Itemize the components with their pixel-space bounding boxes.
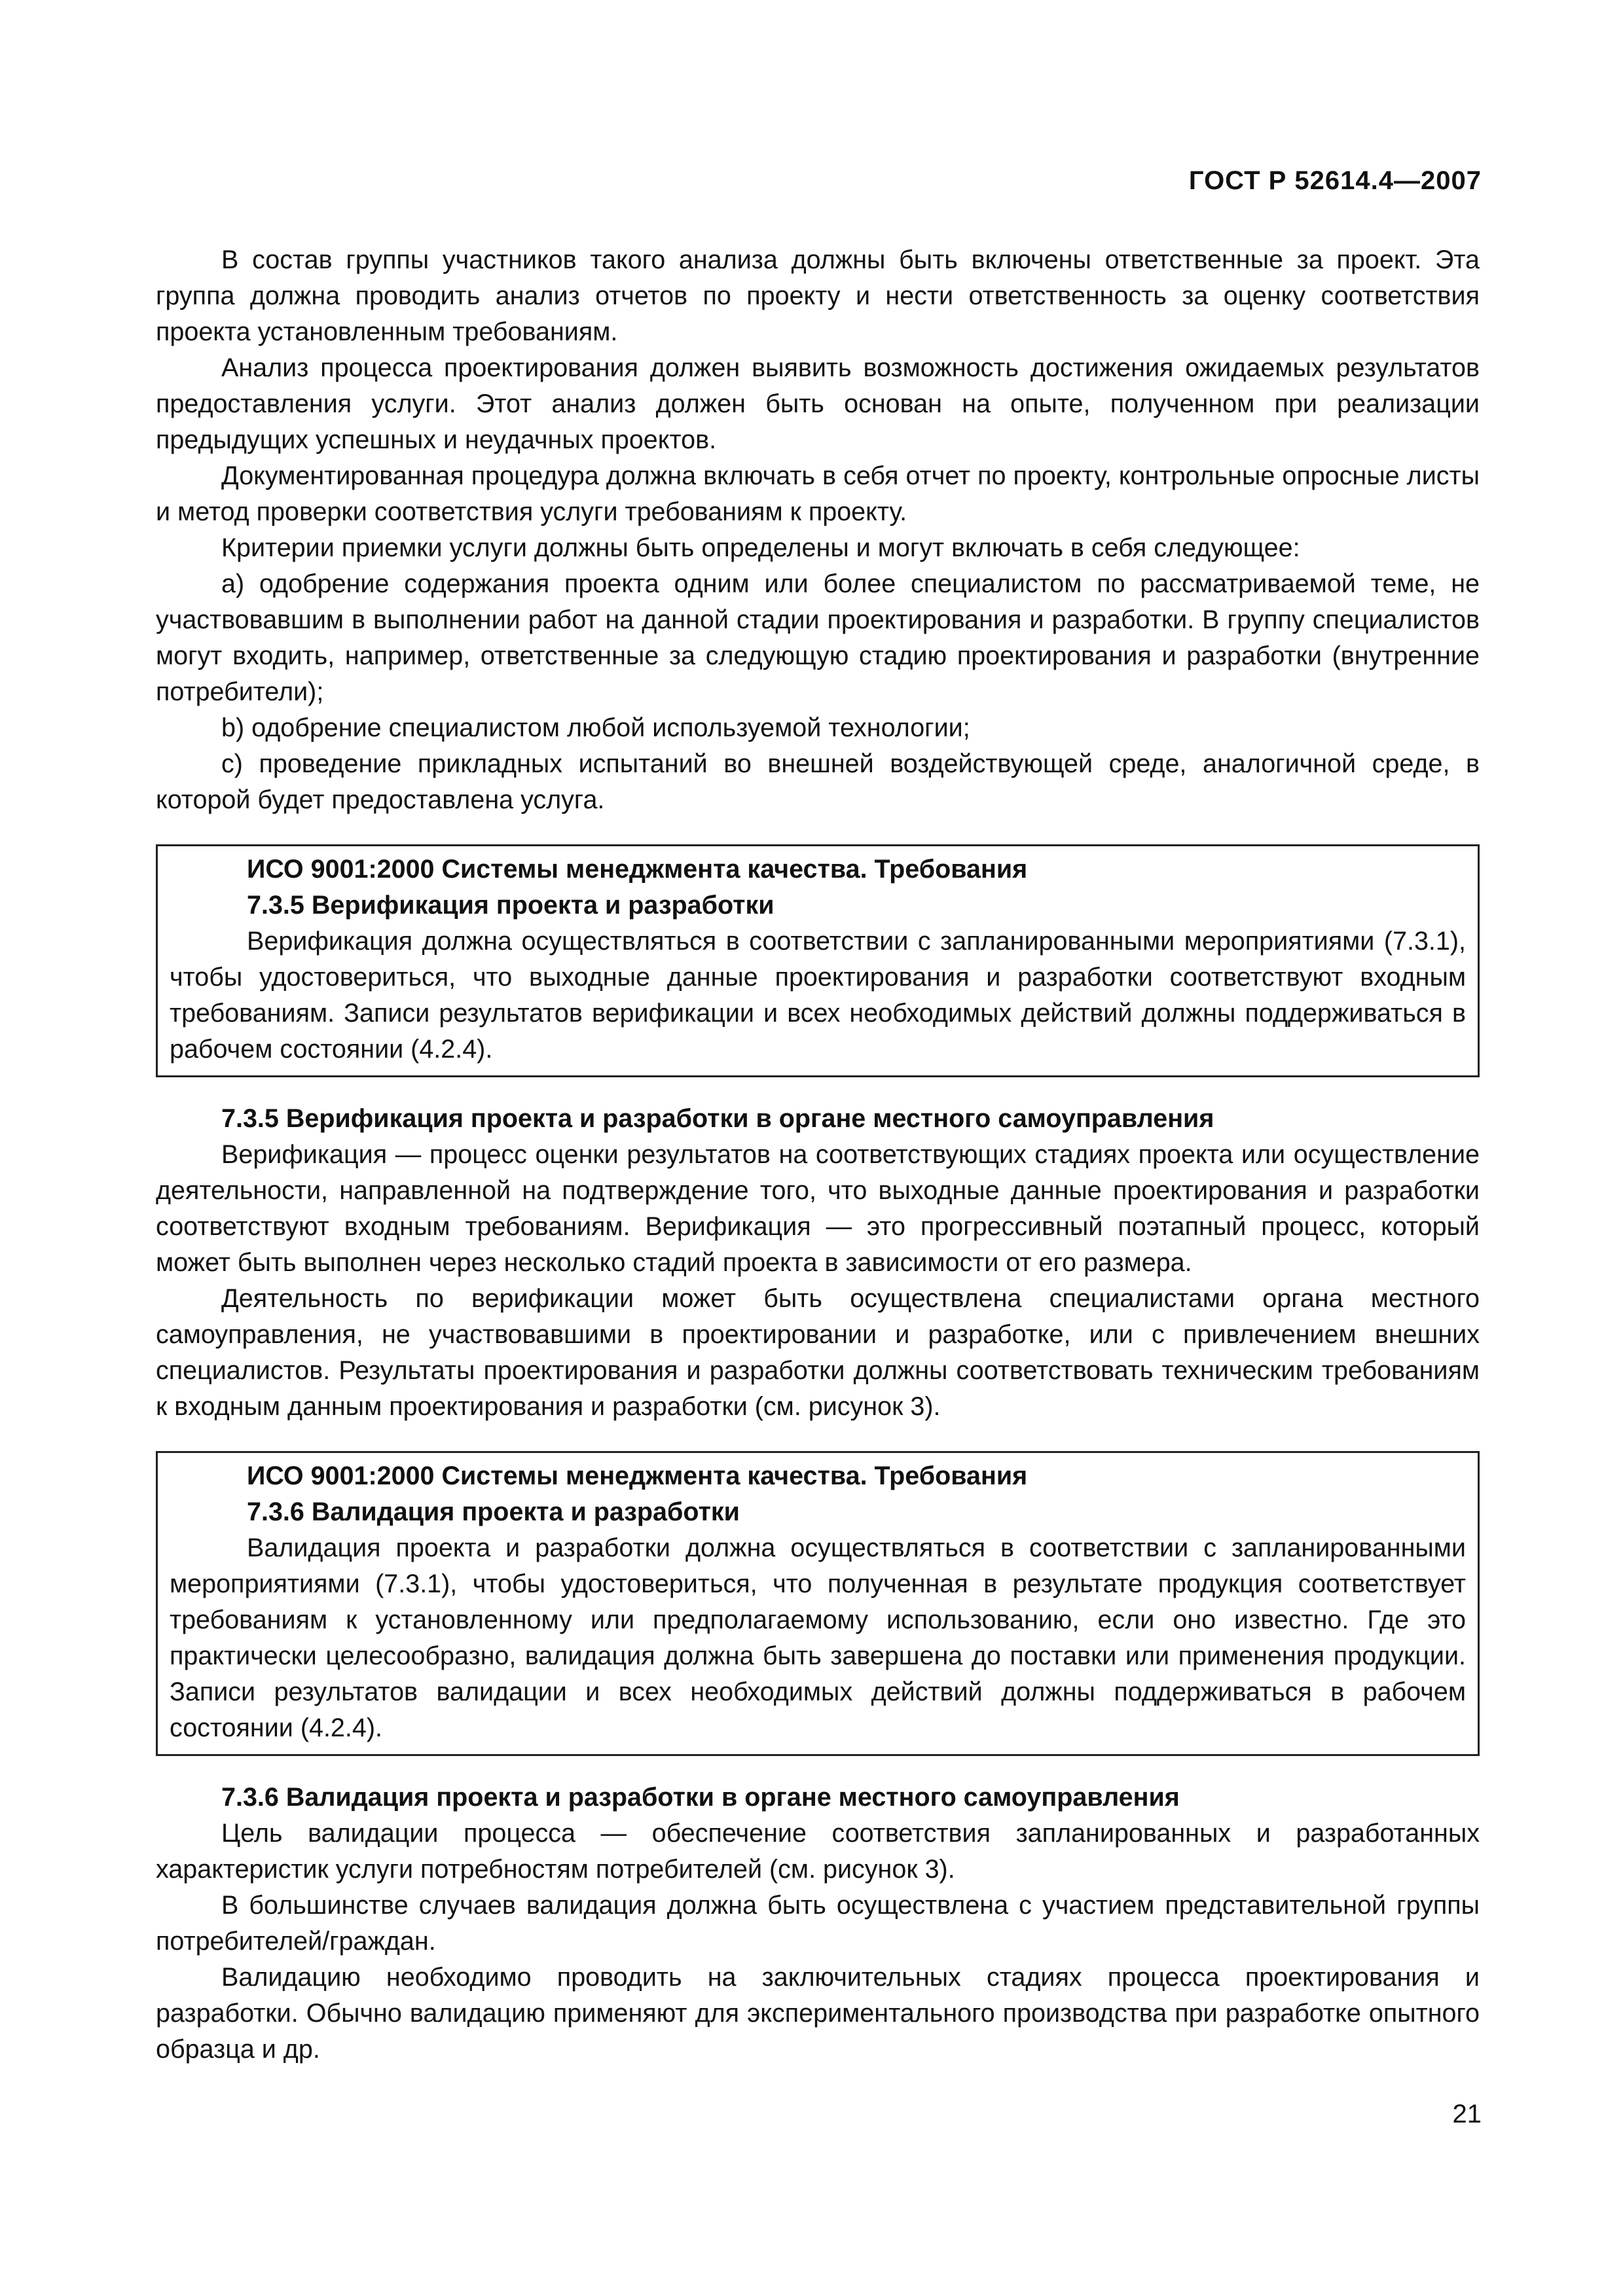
box-subtitle: 7.3.5 Верификация проекта и разработки (247, 891, 775, 920)
section-paragraph: Цель валидации процесса — обеспечение соответствия запланированных и разработанных характеристик услуги потребностям потребителей (см. рисунок 3). (156, 1819, 1480, 1884)
section-heading-verification: 7.3.5 Верификация проекта и разработки в органе местного самоуправления (221, 1104, 1214, 1133)
criteria-item-c: c) проведение прикладных испытаний во внешней воздействующей среде, аналогичной среде, в которой будет предоставлена услуга. (156, 749, 1480, 814)
box-text: Валидация проекта и разработки должна осуществляться в соответствии с запланированными мероприятиями (7.3.1), чтобы удостовериться, что полученная в результате продукция соответствует требованиям к установленному или предполагаемому использованию, если оно известно. Где это практически целесообразно, валидация должна быть завершена до поставки или применения продукции. Записи результатов валидации и всех необходимых действий должны поддерживаться в рабочем состоянии (4.2.4). (170, 1534, 1466, 1742)
page-number: 21 (1452, 2100, 1482, 2128)
box-title: ИСО 9001:2000 Системы менеджмента качества. Требования (247, 855, 1028, 884)
section-heading-validation: 7.3.6 Валидация проекта и разработки в органе местного самоуправления (221, 1783, 1180, 1812)
standard-header: ГОСТ Р 52614.4—2007 (1188, 166, 1482, 195)
box-title: ИСО 9001:2000 Системы менеджмента качества. Требования (247, 1462, 1028, 1490)
section-paragraph: В большинстве случаев валидация должна быть осуществлена с участием представительной группы потребителей/граждан. (156, 1891, 1480, 1956)
intro-paragraph: В состав группы участников такого анализа должны быть включены ответственные за проект. Эта группа должна проводить анализ отчетов по проекту и нести ответственность за оценку соответствия проекта установленным требованиям. (156, 245, 1480, 346)
iso-quote-box-validation (156, 1451, 1480, 1756)
box-text: Верификация должна осуществляться в соответствии с запланированными мероприятиями (7.3.1), чтобы удостовериться, что выходные данные проектирования и разработки соответствуют входным требованиям. Записи результатов верификации и всех необходимых действий должны поддерживаться в рабочем состоянии (4.2.4). (170, 927, 1466, 1064)
criteria-item-a: a) одобрение содержания проекта одним или более специалистом по рассматриваемой теме, не участвовавшим в выполнении работ на данной стадии проектирования и разработки. В группу специалистов могут входить, например, ответственные за следующую стадию проектирования и разработки (внутренние потребители); (156, 569, 1480, 706)
section-paragraph: Деятельность по верификации может быть осуществлена специалистами органа местного самоуправления, не участвовавшими в проектировании и разработке, или с привлечением внешних специалистов. Результаты проектирования и разработки должны соответствовать техническим требованиям к входным данным проектирования и разработки (см. рисунок 3). (156, 1284, 1480, 1421)
box-subtitle: 7.3.6 Валидация проекта и разработки (247, 1498, 740, 1526)
intro-paragraph: Анализ процесса проектирования должен выявить возможность достижения ожидаемых результатов предоставления услуги. Этот анализ должен быть основан на опыте, полученном при реализации предыдущих успешных и неудачных проектов. (156, 353, 1480, 454)
section-paragraph: Валидацию необходимо проводить на заключительных стадиях процесса проектирования и разработки. Обычно валидацию применяют для экспериментального производства при разработке опытного образца и др. (156, 1963, 1480, 2064)
section-paragraph: Верификация — процесс оценки результатов на соответствующих стадиях проекта или осуществление деятельности, направленной на подтверждение того, что выходные данные проектирования и разработки соответствуют входным требованиям. Верификация — это прогрессивный поэтапный процесс, который может быть выполнен через несколько стадий проекта в зависимости от его размера. (156, 1140, 1480, 1277)
intro-paragraph: Критерии приемки услуги должны быть определены и могут включать в себя следующее: (221, 533, 1300, 562)
intro-paragraph: Документированная процедура должна включать в себя отчет по проекту, контрольные опросные листы и метод проверки соответствия услуги требованиям к проекту. (156, 461, 1480, 526)
criteria-item-b: b) одобрение специалистом любой используемой технологии; (221, 713, 970, 742)
page-content (156, 242, 1480, 2068)
iso-quote-box-verification (156, 844, 1480, 1077)
